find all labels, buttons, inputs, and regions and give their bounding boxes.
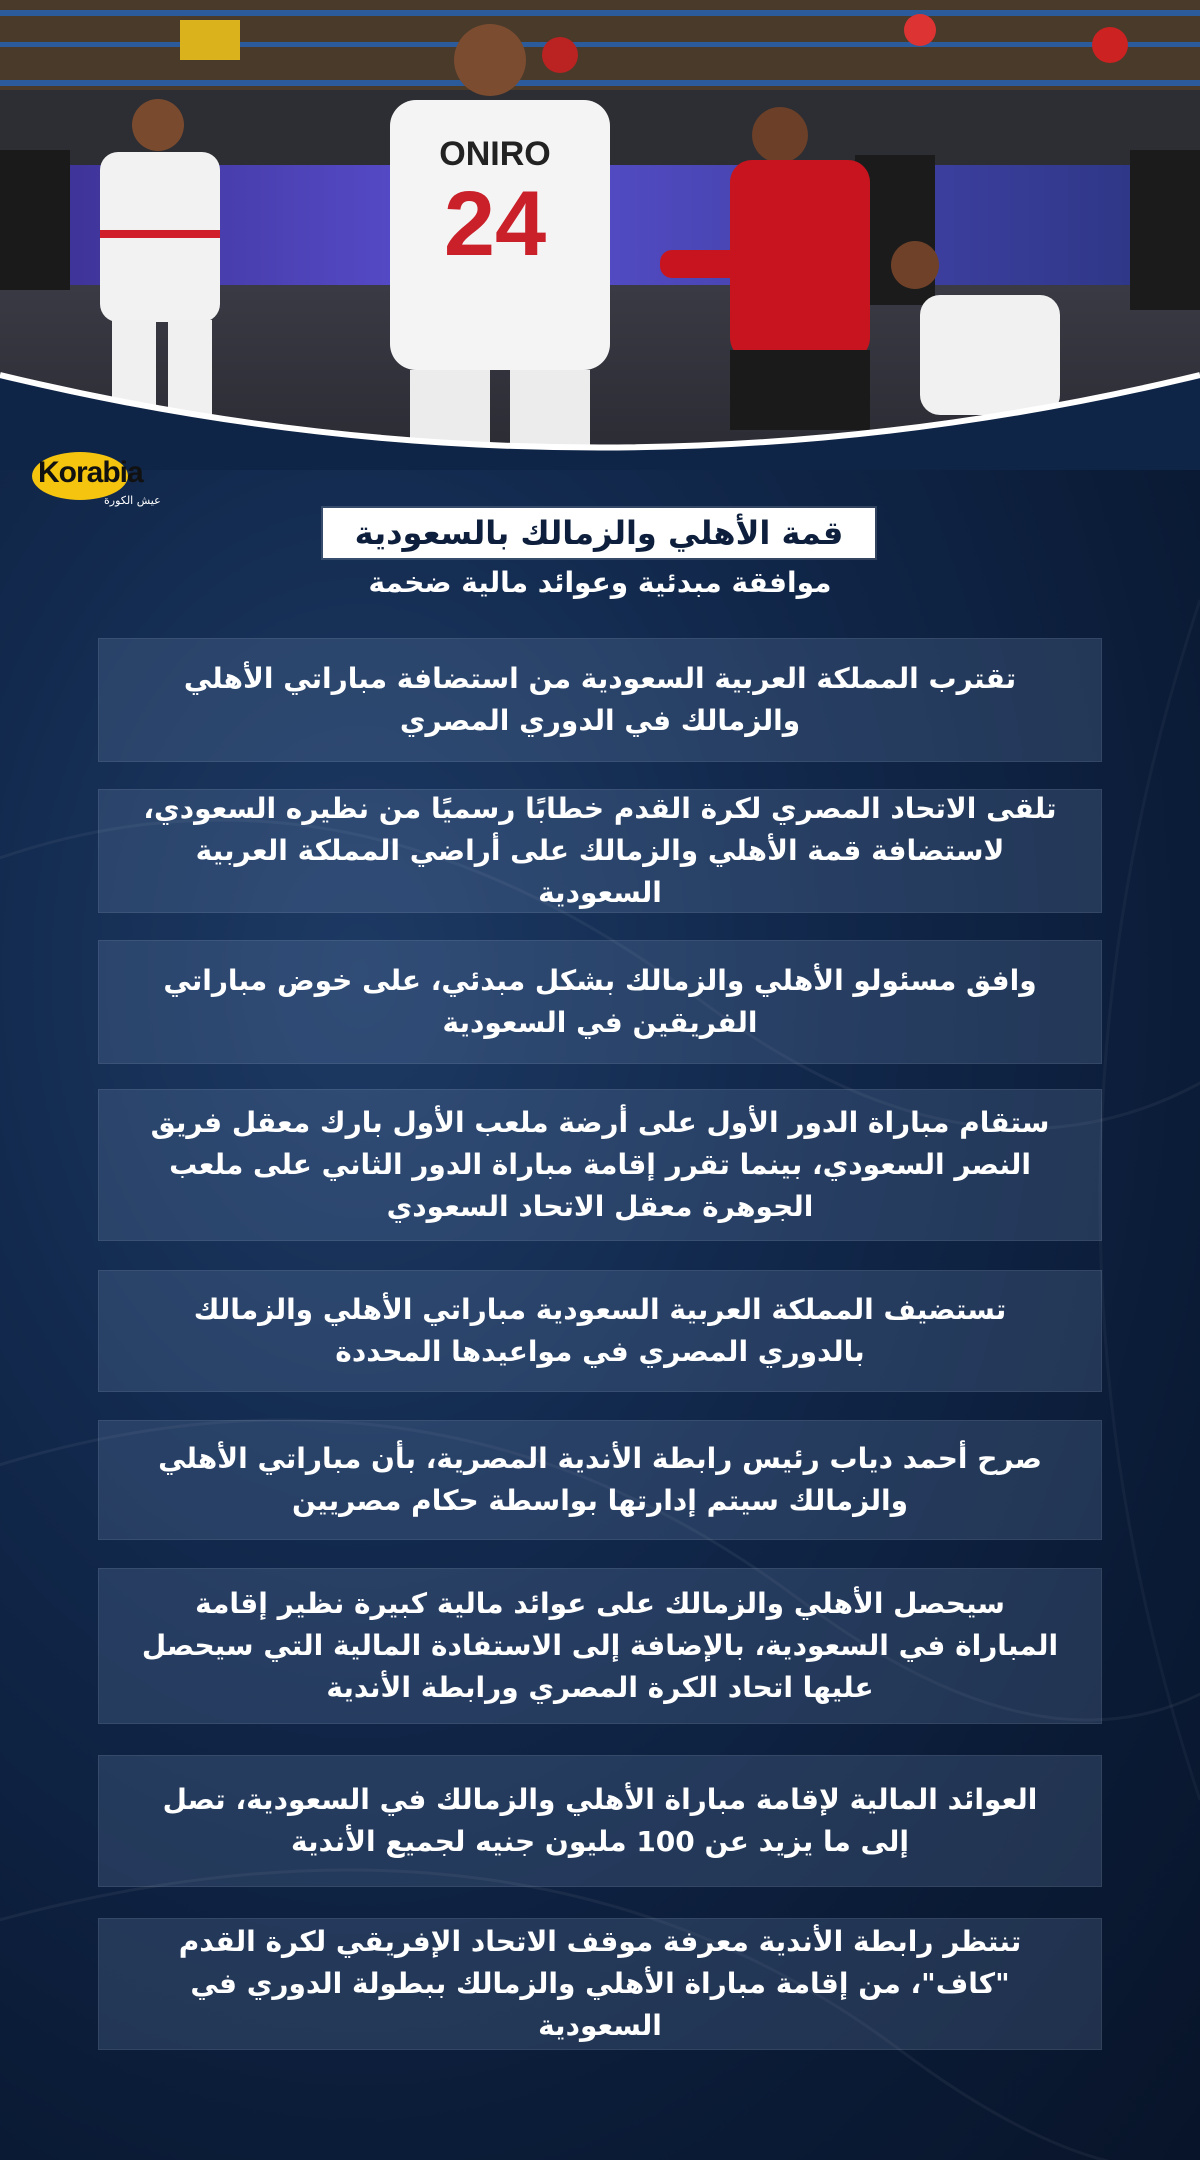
logo-tagline: عيش الكورة <box>104 494 161 507</box>
jersey-number: 24 <box>443 173 547 275</box>
info-card <box>98 638 1102 762</box>
headline-box <box>323 508 875 558</box>
info-card <box>98 1270 1102 1392</box>
info-card <box>98 1918 1102 2050</box>
info-card <box>98 1755 1102 1887</box>
info-card-text: تستضيف المملكة العربية السعودية مباراتي الأهلي والزمالك بالدوري المصري في مواعيدها المحددة <box>193 1293 1007 1368</box>
info-card-text: صرح أحمد دياب رئيس رابطة الأندية المصرية، بأن مباراتي الأهلي والزمالك سيتم إدارتها بواسطة حكام مصريين <box>158 1442 1042 1517</box>
info-card-text: تقترب المملكة العربية السعودية من استضافة مباراتي الأهلي والزمالك في الدوري المصري <box>183 662 1017 737</box>
info-card-text: تنتظر رابطة الأندية معرفة موقف الاتحاد الإفريقي لكرة القدم "كاف"، من إقامة مباراة الأهلي والزمالك ببطولة الدوري في السعودية <box>178 1925 1022 2042</box>
info-card-text: سيحصل الأهلي والزمالك على عوائد مالية كبيرة نظير إقامة المباراة في السعودية، بالإضافة إلى الاستفادة المالية التي سيحصل عليها اتحاد الكرة المصري ورابطة الأندية <box>141 1587 1059 1704</box>
info-card <box>98 789 1102 913</box>
info-card-text: تلقى الاتحاد المصري لكرة القدم خطابًا رسميًا من نظيره السعودي، لاستضافة قمة الأهلي والزمالك على أراضي المملكة العربية السعودية <box>143 792 1057 909</box>
header-photo <box>0 0 1200 470</box>
headline-title: قمة الأهلي والزمالك بالسعودية <box>354 514 844 552</box>
info-card-text: ستقام مباراة الدور الأول على أرضة ملعب الأول بارك معقل فريق النصر السعودي، بينما تقرر إقامة مباراة الدور الثاني على ملعب الجوهرة معقل الاتحاد السعودي <box>150 1106 1050 1223</box>
info-card <box>98 1089 1102 1241</box>
info-card <box>98 1420 1102 1540</box>
headline-subtitle: موافقة مبدئية وعوائد مالية ضخمة <box>368 566 832 599</box>
info-card <box>98 940 1102 1064</box>
info-card-text: وافق مسئولو الأهلي والزمالك بشكل مبدئي، على خوض مباراتي الفريقين في السعودية <box>163 964 1037 1039</box>
logo-wordmark: Korabia <box>38 456 143 489</box>
jersey-name: ONIRO <box>439 135 551 173</box>
info-card-text: العوائد المالية لإقامة مباراة الأهلي والزمالك في السعودية، تصل إلى ما يزيد عن 100 مليون جنيه لجميع الأندية <box>162 1783 1038 1858</box>
korabia-logo <box>30 448 170 520</box>
info-card <box>98 1568 1102 1724</box>
